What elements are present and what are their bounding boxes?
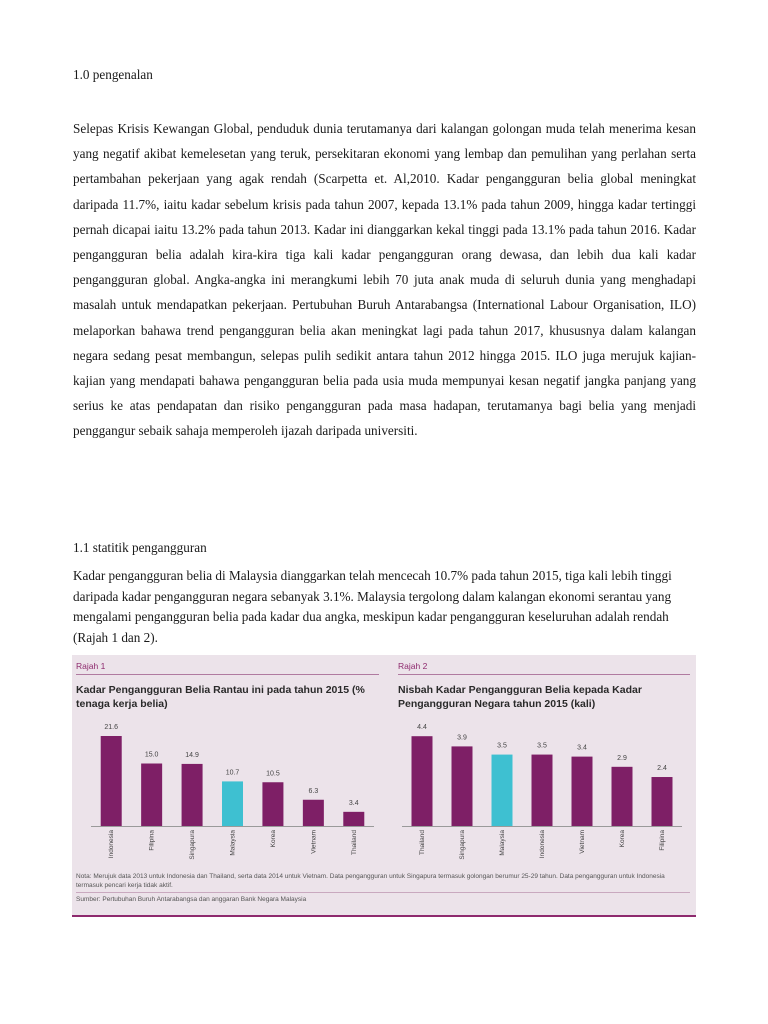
figure-note: Nota: Merujuk data 2013 untuk Indonesia dan Thailand, serta data 2014 untuk Vietnam. Data pengangguran untuk Singapura termasuk golongan berumur 25-29 tahun. Data pengangguran untuk Indonesia termasuk pencari kerja tidak aktif. [76, 873, 665, 889]
chart1-bar-vietnam [303, 800, 324, 826]
chart2-value-label: 3.9 [457, 734, 467, 742]
chart2-value-label: 4.4 [417, 724, 427, 732]
chart2-bar-korea [612, 767, 633, 826]
chart1-bar-singapura [182, 764, 203, 826]
chart1-category-label: Vietnam [310, 830, 318, 854]
chart2-value-label: 2.4 [657, 765, 667, 773]
chart1-category-label: Filipina [148, 830, 156, 851]
chart1-value-label: 3.4 [348, 799, 359, 807]
chart2-category-label: Malaysia [499, 830, 506, 856]
figure1-title: Kadar Pengangguran Belia Rantau ini pada tahun 2015 (% tenaga kerja belia) [76, 684, 365, 710]
figure2-label: Rajah 2 [398, 661, 428, 671]
section-heading-statistics: 1.1 statitik pengangguran [73, 540, 207, 555]
chart2-bar-filipina [652, 777, 673, 826]
chart1-bar-thailand [343, 812, 364, 826]
chart2-category-label: Thailand [419, 830, 426, 855]
chart2-category-label: Vietnam [579, 830, 586, 854]
chart2-bar-malaysia [492, 755, 513, 826]
figure2-title: Nisbah Kadar Pengangguran Belia kepada Kadar Pengangguran Negara tahun 2015 (kali) [398, 684, 642, 710]
chart1-value-label: 10.7 [225, 769, 240, 777]
chart2-value-label: 3.4 [577, 744, 587, 752]
chart2-bar-thailand [412, 736, 433, 826]
chart1-value-label: 14.9 [185, 751, 199, 759]
chart2-category-label: Singapura [459, 830, 466, 860]
chart2-value-label: 2.9 [617, 754, 627, 762]
chart1-value-label: 15.0 [144, 751, 159, 759]
figure1-label: Rajah 1 [76, 661, 106, 671]
chart2-value-label: 3.5 [497, 742, 507, 750]
chart1-value-label: 10.5 [266, 770, 280, 778]
chart2-category-label: Korea [619, 830, 626, 848]
chart2-value-label: 3.5 [537, 742, 547, 750]
figure-source: Sumber: Pertubuhan Buruh Antarabangsa dan anggaran Bank Negara Malaysia [76, 896, 307, 903]
chart1-value-label: 6.3 [308, 787, 319, 795]
chart2-bar-singapura [452, 746, 473, 826]
section-heading-intro: 1.0 pengenalan [73, 67, 153, 82]
chart1-bar-malaysia [222, 781, 243, 826]
statistics-paragraph: Kadar pengangguran belia di Malaysia dianggarkan telah mencecah 10.7% pada tahun 2015, tiga kali lebih tinggi daripada kadar pengangguran negara sebanyak 3.1%. Malaysia tergolong dalam kalangan ekonomi serantau yang mengalami pengangguran belia pada kadar dua angka, meskipun kadar pengangguran keseluruhan adalah rendah (Rajah 1 dan 2). [73, 568, 672, 645]
figure-panel [72, 655, 696, 917]
chart1-value-label: 21.6 [104, 724, 119, 731]
chart1-category-label: Indonesia [108, 830, 116, 859]
chart1-bar-filipina [141, 764, 162, 827]
charts-canvas [72, 655, 696, 870]
chart2-category-label: Indonesia [539, 830, 546, 859]
chart1-category-label: Korea [269, 830, 277, 848]
note-divider [76, 892, 690, 893]
chart1-category-label: Thailand [350, 830, 358, 855]
chart1-bar-korea [262, 782, 283, 826]
chart1-category-label: Malaysia [229, 830, 237, 856]
chart2-bar-indonesia [532, 755, 553, 826]
chart1-bar-indonesia [101, 736, 122, 826]
figure-bottom-border [72, 915, 696, 917]
intro-paragraph: Selepas Krisis Kewangan Global, penduduk dunia terutamanya dari kalangan golongan muda telah menerima kesan yang negatif akibat kemelesetan yang teruk, persekitaran ekonomi yang lembap dan pemulihan yang perlahan serta pertambahan pekerjaan yang agak rendah (Scarpetta et. Al,2010. Kadar pengangguran belia global meningkat daripada 11.7%, iaitu kadar sebelum krisis pada tahun 2007, kepada 13.1% pada tahun 2009, hingga kadar tertinggi pernah dicapai iaitu 13.2% pada tahun 2013. Kadar ini dianggarkan kekal tinggi pada 13.1% pada tahun 2016. Kadar pengangguran belia adalah kira-kira tiga kali kadar pengangguran orang dewasa, dan lebih dua kali kadar pengangguran global. Angka-angka ini merangkumi lebih 70 juta anak muda di seluruh dunia yang menghadapi masalah untuk mendapatkan pekerjaan. Pertubuhan Buruh Antarabangsa (International Labour Organisation, ILO) melaporkan bahawa trend pengangguran belia akan meningkat lagi pada tahun 2017, khususnya dalam kalangan negara sedang pesat membangun, selepas pulih sedikit antara tahun 2012 hingga 2015. ILO juga merujuk kajian-kajian yang mendapati bahawa pengangguran belia pada usia muda mempunyai kesan negatif jangka panjang yang serius ke atas pendapatan dan risiko pengangguran pada masa hadapan, terutamanya bagi belia yang menjadi penggangur sebaik sahaja memperoleh ijazah daripada universiti. [73, 121, 696, 439]
chart2-bar-vietnam [572, 757, 593, 826]
chart2-category-label: Filipina [659, 830, 666, 851]
chart1-category-label: Singapura [189, 830, 197, 860]
